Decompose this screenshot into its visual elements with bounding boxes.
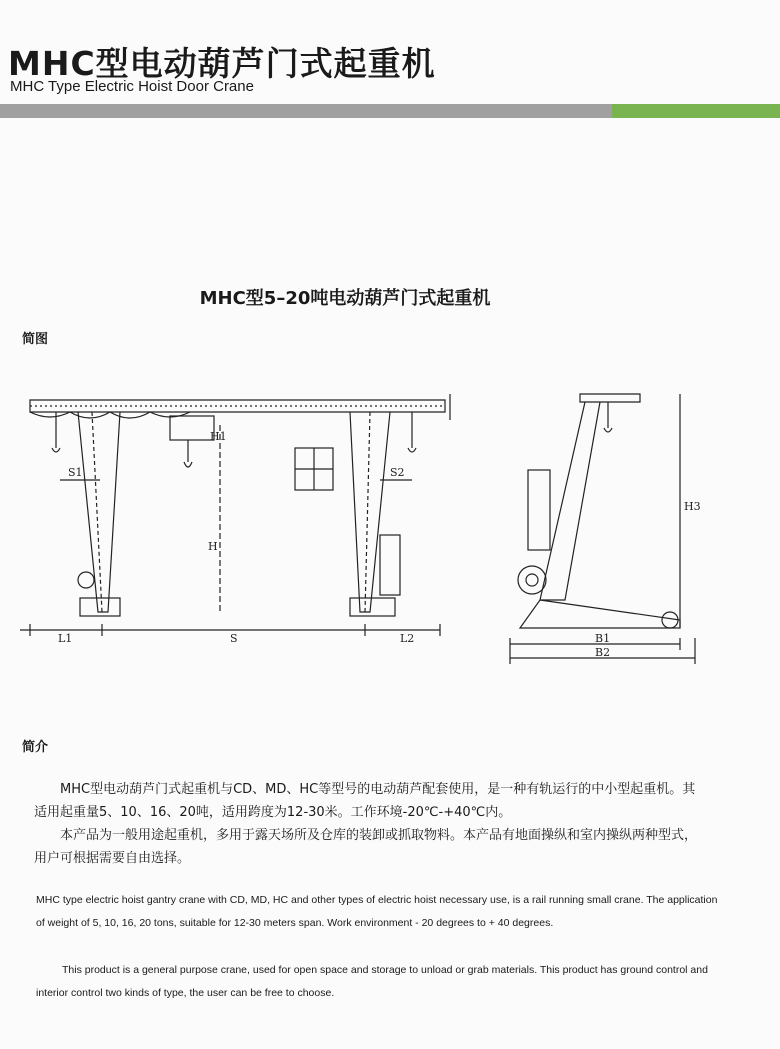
header-title-cn: MHC型电动葫芦门式起重机 bbox=[8, 44, 436, 83]
header-bar-grey bbox=[0, 104, 612, 118]
crane-drawing bbox=[20, 380, 710, 670]
intro-cn-paragraph-2: 本产品为一般用途起重机，多用于露天场所及仓库的装卸或抓取物料。本产品有地面操纵和室内操纵两种型式，用户可根据需要自由选择。 bbox=[34, 828, 698, 866]
intro-en-paragraph-1: MHC type electric hoist gantry crane with CD, MD, HC and other types of electric hoist necessary use, is a rail running small crane. The application of weight of 5, 10, 16, 20 tons, suitable for 12-30 meters span. Work environment - 20 degrees to + 40 degrees. bbox=[36, 894, 718, 929]
label-h1: H1 bbox=[210, 430, 227, 443]
diagram-section-label: 简图 bbox=[22, 332, 49, 347]
label-b1: B1 bbox=[595, 632, 611, 645]
label-s1: S1 bbox=[68, 466, 83, 479]
header-bar-green bbox=[612, 104, 780, 118]
header-title-en: MHC Type Electric Hoist Door Crane bbox=[10, 78, 254, 95]
intro-section-label: 简介 bbox=[22, 740, 49, 755]
intro-en-paragraph-2: This product is a general purpose crane, used for open space and storage to unload or grab materials. This product has ground control and interior control two kinds of type, the user can be free to choose. bbox=[36, 964, 708, 999]
label-h: H bbox=[208, 540, 218, 553]
label-b2: B2 bbox=[595, 646, 611, 659]
label-l1: L1 bbox=[58, 632, 73, 645]
label-s2: S2 bbox=[390, 466, 405, 479]
label-l2: L2 bbox=[400, 632, 415, 645]
label-h3: H3 bbox=[684, 500, 701, 513]
label-s: S bbox=[230, 632, 238, 645]
diagram-title: MHC型5–20吨电动葫芦门式起重机 bbox=[199, 288, 491, 309]
intro-cn-paragraph-1: MHC型电动葫芦门式起重机与CD、MD、HC等型号的电动葫芦配套使用，是一种有轨运行的中小型起重机。其适用起重量5、10、16、20吨，适用跨度为12-30米。工作环境-20℃-+40℃内。 bbox=[34, 782, 696, 820]
header-bar bbox=[0, 104, 780, 118]
